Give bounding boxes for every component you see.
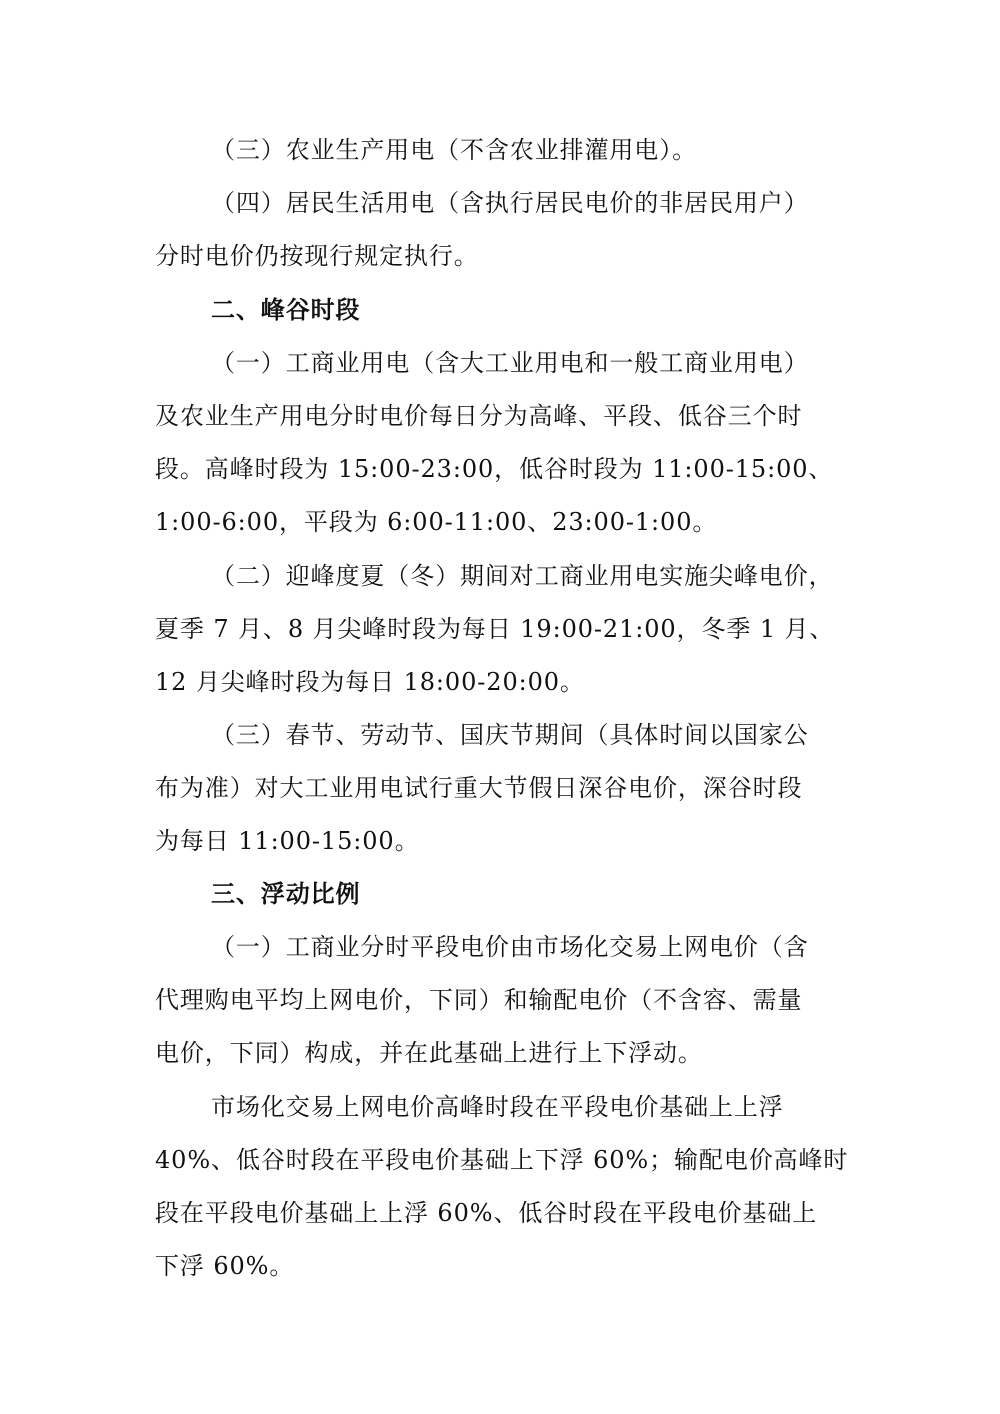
- text-line: 市场化交易上网电价高峰时段在平段电价基础上上浮: [211, 1093, 784, 1121]
- section-heading: 三、浮动比例: [211, 880, 361, 908]
- text-line: 为每日 11:00-15:00。: [155, 827, 420, 855]
- text-line: （一）工商业分时平段电价由市场化交易上网电价（含: [211, 933, 809, 961]
- text-line: 分时电价仍按现行规定执行。: [155, 242, 479, 270]
- text-line: （三）春节、劳动节、国庆节期间（具体时间以国家公: [211, 721, 809, 749]
- text-line: 电价，下同）构成，并在此基础上进行上下浮动。: [155, 1039, 703, 1067]
- text-line: （二）迎峰度夏（冬）期间对工商业用电实施尖峰电价，: [211, 562, 834, 590]
- text-line: 段在平段电价基础上上浮 60%、低谷时段在平段电价基础上: [155, 1199, 818, 1227]
- text-line: 及农业生产用电分时电价每日分为高峰、平段、低谷三个时: [155, 402, 803, 430]
- text-line: （四）居民生活用电（含执行居民电价的非居民用户）: [211, 189, 809, 217]
- text-line: 布为准）对大工业用电试行重大节假日深谷电价，深谷时段: [155, 774, 803, 802]
- text-line: 1:00-6:00，平段为 6:00-11:00、23:00-1:00。: [155, 508, 718, 536]
- text-line: 下浮 60%。: [155, 1252, 295, 1280]
- text-line: 代理购电平均上网电价，下同）和输配电价（不含容、需量: [155, 986, 803, 1014]
- text-line: （三）农业生产用电（不含农业排灌用电）。: [211, 136, 697, 164]
- text-line: 段。高峰时段为 15:00-23:00，低谷时段为 11:00-15:00、: [155, 455, 834, 483]
- section-heading: 二、峰谷时段: [211, 296, 361, 324]
- text-line: 夏季 7 月、8 月尖峰时段为每日 19:00-21:00，冬季 1 月、: [155, 615, 835, 643]
- text-line: 40%、低谷时段在平段电价基础上下浮 60%；输配电价高峰时: [155, 1146, 849, 1174]
- text-line: 12 月尖峰时段为每日 18:00-20:00。: [155, 668, 585, 696]
- text-line: （一）工商业用电（含大工业用电和一般工商业用电）: [211, 349, 809, 377]
